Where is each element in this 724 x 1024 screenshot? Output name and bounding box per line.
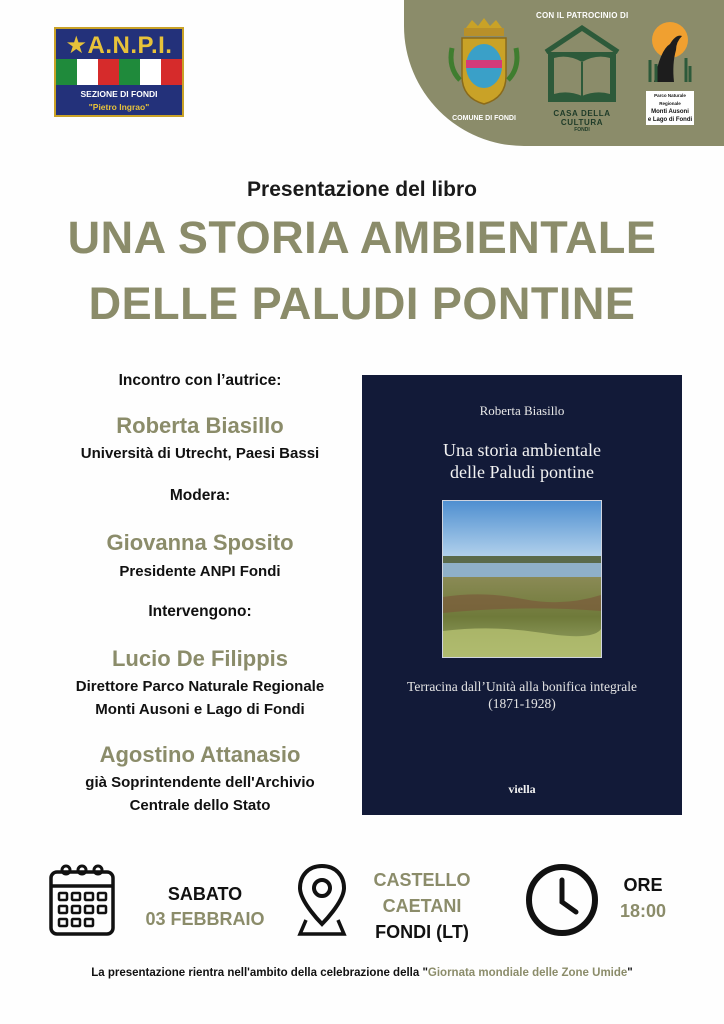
event-day: SABATO — [167, 884, 243, 904]
event-time-label: ORE — [623, 875, 663, 895]
parco-caption — [646, 91, 694, 125]
guest1-name: Lucio De Filippis — [111, 646, 288, 671]
casa-caption: CASA DELLA CULTURA — [553, 109, 611, 127]
footer-highlight: Giornata mondiale delle Zone Umide — [427, 967, 628, 979]
book-years: (1871-1928) — [488, 696, 556, 711]
footer-end: " — [627, 967, 633, 979]
anpi-logo — [54, 27, 184, 117]
presentation-label: Presentazione del libro — [247, 178, 477, 201]
calendar-icon — [48, 862, 116, 938]
main-title-line1: UNA STORIA AMBIENTALE — [67, 212, 657, 263]
book-publisher: viella — [508, 782, 536, 796]
book-subtitle-line: Terracina dall’Unità alla bonifica integrale — [407, 679, 637, 694]
book-title — [362, 439, 682, 483]
clock-icon — [524, 862, 600, 938]
crest-icon — [444, 18, 524, 110]
marsh-landscape-image — [443, 501, 601, 657]
book-subtitle — [362, 678, 682, 712]
parco-caption-line: Parco Naturale Regionale — [654, 93, 686, 106]
parco-caption-line: e Lago di Fondi — [647, 117, 693, 123]
guests-label: Intervengono: — [148, 603, 252, 620]
casa-della-cultura-logo — [540, 24, 624, 133]
main-title-line2: DELLE PALUDI PONTINE — [88, 278, 636, 329]
author-name: Roberta Biasillo — [116, 413, 284, 438]
book-cover-photo — [442, 500, 602, 658]
book-building-icon — [540, 24, 624, 104]
author-label: Incontro con l’autrice: — [118, 372, 282, 389]
book-cover — [362, 375, 682, 815]
book-title-line2: delle Paludi pontine — [450, 462, 594, 482]
guest1-affiliation-line1: Direttore Parco Naturale Regionale — [75, 678, 325, 695]
anpi-dedication: "Pietro Ingrao" — [88, 102, 150, 112]
book-title-line1: Una storia ambientale — [443, 440, 601, 460]
moderator-label: Modera: — [169, 487, 231, 504]
guest1-affiliation-line2: Monti Ausoni e Lago di Fondi — [95, 701, 305, 718]
event-time: 18:00 — [619, 901, 667, 921]
location-pin-icon — [296, 862, 348, 938]
comune-di-fondi-logo — [444, 18, 524, 124]
guest2-affiliation-line2: Centrale dello Stato — [129, 797, 271, 814]
footer-note — [0, 967, 724, 979]
italian-flag-stripes — [56, 59, 182, 85]
patronage-label: CON IL PATROCINIO DI — [536, 11, 629, 20]
event-place-line1: CASTELLO — [373, 870, 471, 890]
parco-caption-line: Monti Ausoni — [651, 109, 689, 115]
moderator-name: Giovanna Sposito — [106, 530, 294, 555]
guest2-name: Agostino Attanasio — [99, 742, 301, 767]
guest2-affiliation-line1: già Soprintendente dell'Archivio — [85, 774, 315, 791]
event-city: FONDI (LT) — [375, 922, 469, 942]
anpi-section: SEZIONE DI FONDI — [80, 89, 158, 99]
event-date: 03 FEBBRAIO — [145, 909, 265, 929]
parco-naturale-logo — [646, 20, 694, 124]
heron-icon — [646, 20, 694, 86]
casa-subcaption: FONDI — [574, 127, 590, 133]
comune-caption: COMUNE DI FONDI — [452, 115, 516, 122]
author-affiliation: Università di Utrecht, Paesi Bassi — [80, 445, 320, 462]
moderator-affiliation: Presidente ANPI Fondi — [119, 563, 281, 580]
anpi-logo-title: ★A.N.P.I. — [65, 32, 173, 59]
event-place-line2: CAETANI — [382, 896, 462, 916]
footer-text: La presentazione rientra nell'ambito della celebrazione della " — [91, 967, 428, 979]
book-author: Roberta Biasillo — [479, 403, 565, 418]
